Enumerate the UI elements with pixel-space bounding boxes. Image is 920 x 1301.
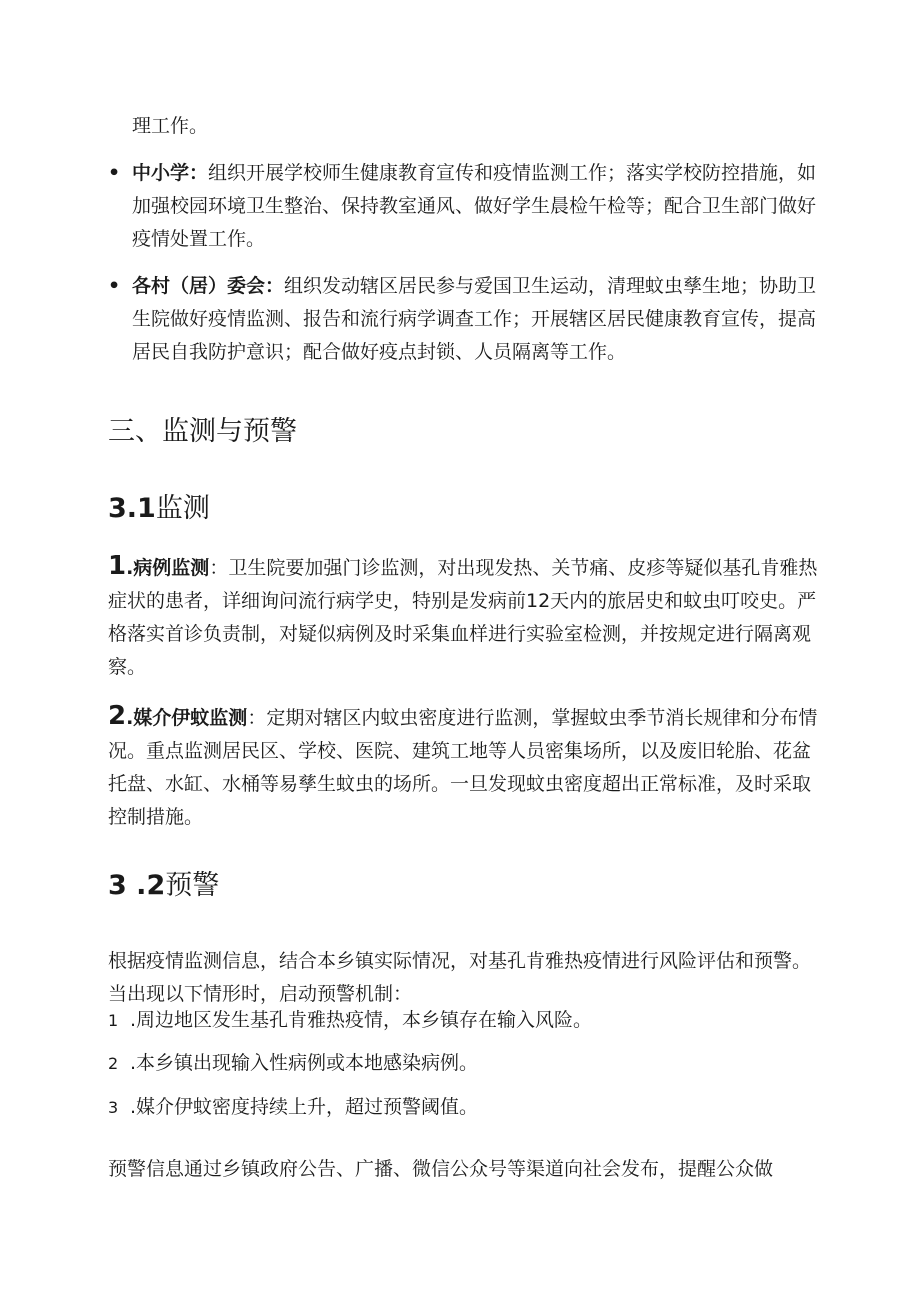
bullet-label: 中小学： (132, 162, 209, 184)
bullet-text (132, 270, 820, 369)
item-body: ：卫生院要加强门诊监测，对出现发热、关节痛、皮疹等疑似基孔肯雅热症状的患者，详细询问流行病学史，特别是发病前12天内的旅居史和蚊虫叮咬史。严格落实首诊负责制，对疑似病例及时采集血样进行实验室检测，并按规定进行隔离观察。 (108, 557, 818, 678)
numbered-item-vector-monitoring (108, 700, 820, 834)
subsection-number: 3 .2 (108, 870, 166, 901)
item-body: ：定期对辖区内蚊虫密度进行监测，掌握蚊虫季节消长规律和分布情况。重点监测居民区、学校、医院、建筑工地等人员密集场所，以及废旧轮胎、花盆托盘、水缸、水桶等易孳生蚊虫的场所。一旦发现蚊虫密度超出正常标准，及时采取控制措施。 (108, 707, 818, 828)
bullet-body: 组织发动辖区居民参与爱国卫生运动，清理蚊虫孳生地；协助卫生院做好疫情监测、报告和流行病学调查工作；开展辖区居民健康教育宣传，提高居民自我防护意识；配合做好疫点封锁、人员隔离等工作。 (132, 275, 817, 363)
bullet-item-schools (108, 157, 820, 256)
list-number: 2 (108, 1054, 119, 1073)
bullet-text (132, 157, 820, 256)
warning-release-paragraph: 预警信息通过乡镇政府公告、广播、微信公众号等渠道向社会发布，提醒公众做 (108, 1158, 774, 1180)
subsection-title: 监测 (155, 493, 210, 524)
bullet-label: 各村（居）委会： (132, 275, 285, 297)
bullet-item-village-committee (108, 270, 820, 369)
list-text: .周边地区发生基孔肯雅热疫情，本乡镇存在输入风险。 (130, 1009, 593, 1031)
item-number: 2 (108, 701, 127, 731)
subsection-number: 3.1 (108, 493, 156, 524)
subsection-heading-monitoring (108, 489, 210, 529)
warning-intro-paragraph: 根据疫情监测信息，结合本乡镇实际情况，对基孔肯雅热疫情进行风险评估和预警。当出现以下情形时，启动预警机制： (108, 950, 812, 1005)
list-text: .本乡镇出现输入性病例或本地感染病例。 (130, 1052, 479, 1074)
list-number: 3 (108, 1098, 119, 1117)
bullet-body: 组织开展学校师生健康教育宣传和疫情监测工作；落实学校防控措施，如加强校园环境卫生整治、保持教室通风、做好学生晨检午检等；配合卫生部门做好疫情处置工作。 (132, 162, 817, 250)
section-heading: 三、监测与预警 (108, 416, 297, 447)
list-text: .媒介伊蚊密度持续上升，超过预警阈值。 (130, 1096, 479, 1118)
warning-condition-item (108, 1091, 820, 1124)
item-label: .病例监测 (126, 557, 210, 579)
numbered-item-case-monitoring (108, 550, 820, 684)
subsection-title: 预警 (165, 870, 220, 901)
item-label: .媒介伊蚊监测 (126, 707, 248, 729)
warning-condition-item (108, 1004, 820, 1037)
warning-condition-item (108, 1047, 820, 1080)
continued-paragraph-tail: 理工作。 (132, 115, 209, 137)
item-number: 1 (108, 551, 127, 581)
bullet-marker: • (108, 275, 121, 297)
bullet-marker: • (108, 162, 121, 184)
subsection-heading-warning (108, 866, 219, 906)
list-number: 1 (108, 1011, 119, 1030)
